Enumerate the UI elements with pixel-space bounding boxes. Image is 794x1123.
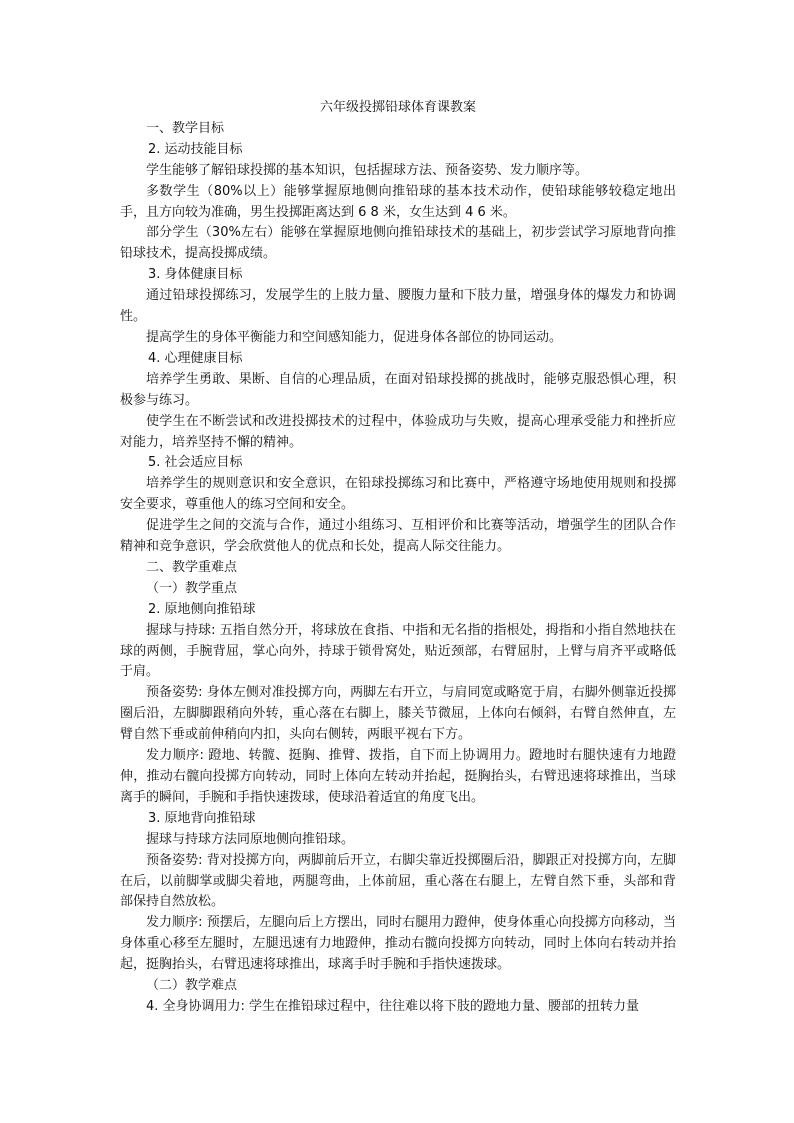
paragraph: 促进学生之间的交流与合作，通过小组练习、互相评价和比赛等活动，增强学生的团队合作精神和竞争意识，学会欣赏他人的优点和长处，提高人际交往能力。 <box>120 518 676 555</box>
subsection-heading-focus: （一）教学重点 <box>146 580 238 596</box>
subsection-heading-difficulty: （二）教学难点 <box>146 978 238 994</box>
document-title: 六年级投掷铅球体育课教案 <box>319 100 476 115</box>
paragraph: 使学生在不断尝试和改进投掷技术的过程中，体验成功与失败，提高心理承受能力和挫折应对能力，培养坚持不懈的精神。 <box>120 413 676 450</box>
subheading-mental-health: 4. 心理健康目标 <box>148 350 243 366</box>
paragraph: 发力顺序: 预摆后，左腿向后上方摆出，同时右腿用力蹬伸，使身体重心向投掷方向移动，当身体重心移至左腿时，左腿迅速有力地蹬伸，推动右髋向投掷方向转动，同时上体向右转动并抬起，挺胸抬头，右臂迅速将球推出，球离手时手腕和手指快速拨球。 <box>120 915 676 973</box>
paragraph: 预备姿势: 背对投掷方向，两脚前后开立，右脚尖靠近投掷圈后沿，脚跟正对投掷方向，左脚在后，以前脚掌或脚尖着地，两腿弯曲，上体前屈，重心落在右腿上，左臂自然下垂，头部和背部保持自然放松。 <box>120 852 676 910</box>
subheading-motor-skills: 2. 运动技能目标 <box>148 141 243 157</box>
subheading-physical-health: 3. 身体健康目标 <box>148 267 243 283</box>
paragraph: 培养学生的规则意识和安全意识，在铅球投掷练习和比赛中，严格遵守场地使用规则和投掷安全要求，尊重他人的练习空间和安全。 <box>120 476 676 513</box>
section-heading-objectives: 一、教学目标 <box>146 120 225 136</box>
paragraph: 发力顺序: 蹬地、转髋、挺胸、推臂、拨指，自下而上协调用力。蹬地时右腿快速有力地蹬伸，推动右髋向投掷方向转动，同时上体向左转动并抬起，挺胸抬头，右臂迅速将球推出，当球离手的瞬间，手腕和手指快速拨球，使球沿着适宜的角度飞出。 <box>120 748 676 805</box>
subheading-back-put: 3. 原地背向推铅球 <box>148 810 256 826</box>
paragraph: 多数学生（80%以上）能够掌握原地侧向推铅球的基本技术动作，使铅球能够较稳定地出手，且方向较为准确，男生投掷距离达到 6 8 米，女生达到 4 6 米。 <box>120 183 676 220</box>
subheading-social-adaptation: 5. 社会适应目标 <box>148 455 243 471</box>
paragraph: 学生能够了解铅球投掷的基本知识，包括握球方法、预备姿势、发力顺序等。 <box>146 162 589 178</box>
section-heading-key-points: 二、教学重难点 <box>146 559 238 575</box>
document-body <box>120 98 676 1018</box>
paragraph: 握球与持球: 五指自然分开，将球放在食指、中指和无名指的指根处，拇指和小指自然地扶在球的两侧，手腕背屈，掌心向外，持球于锁骨窝处，贴近颈部，右臂屈肘，上臂与肩齐平或略低于肩。 <box>120 622 676 680</box>
paragraph: 部分学生（30%左右）能够在掌握原地侧向推铅球技术的基础上，初步尝试学习原地背向推铅球技术，提高投掷成绩。 <box>120 225 676 262</box>
subheading-side-put: 2. 原地侧向推铅球 <box>148 601 256 617</box>
paragraph: 4. 全身协调用力: 学生在推铅球过程中，往往难以将下肢的蹬地力量、腰部的扭转力量 <box>146 998 640 1014</box>
paragraph: 握球与持球方法同原地侧向推铅球。 <box>146 831 355 847</box>
paragraph: 预备姿势: 身体左侧对准投掷方向，两脚左右开立，与肩同宽或略宽于肩，右脚外侧靠近投掷圈后沿，左脚脚跟稍向外转，重心落在右脚上，膝关节微屈，上体向右倾斜，右臂自然伸直，左臂自然下垂或前伸稍向内扣，头向右侧转，两眼平视右下方。 <box>120 685 676 743</box>
paragraph: 提高学生的身体平衡能力和空间感知能力，促进身体各部位的协同运动。 <box>146 329 563 345</box>
paragraph: 通过铅球投掷练习，发展学生的上肢力量、腰腹力量和下肢力量，增强身体的爆发力和协调性。 <box>120 288 676 325</box>
paragraph: 培养学生勇敢、果断、自信的心理品质，在面对铅球投掷的挑战时，能够克服恐惧心理，积极参与练习。 <box>120 371 676 408</box>
